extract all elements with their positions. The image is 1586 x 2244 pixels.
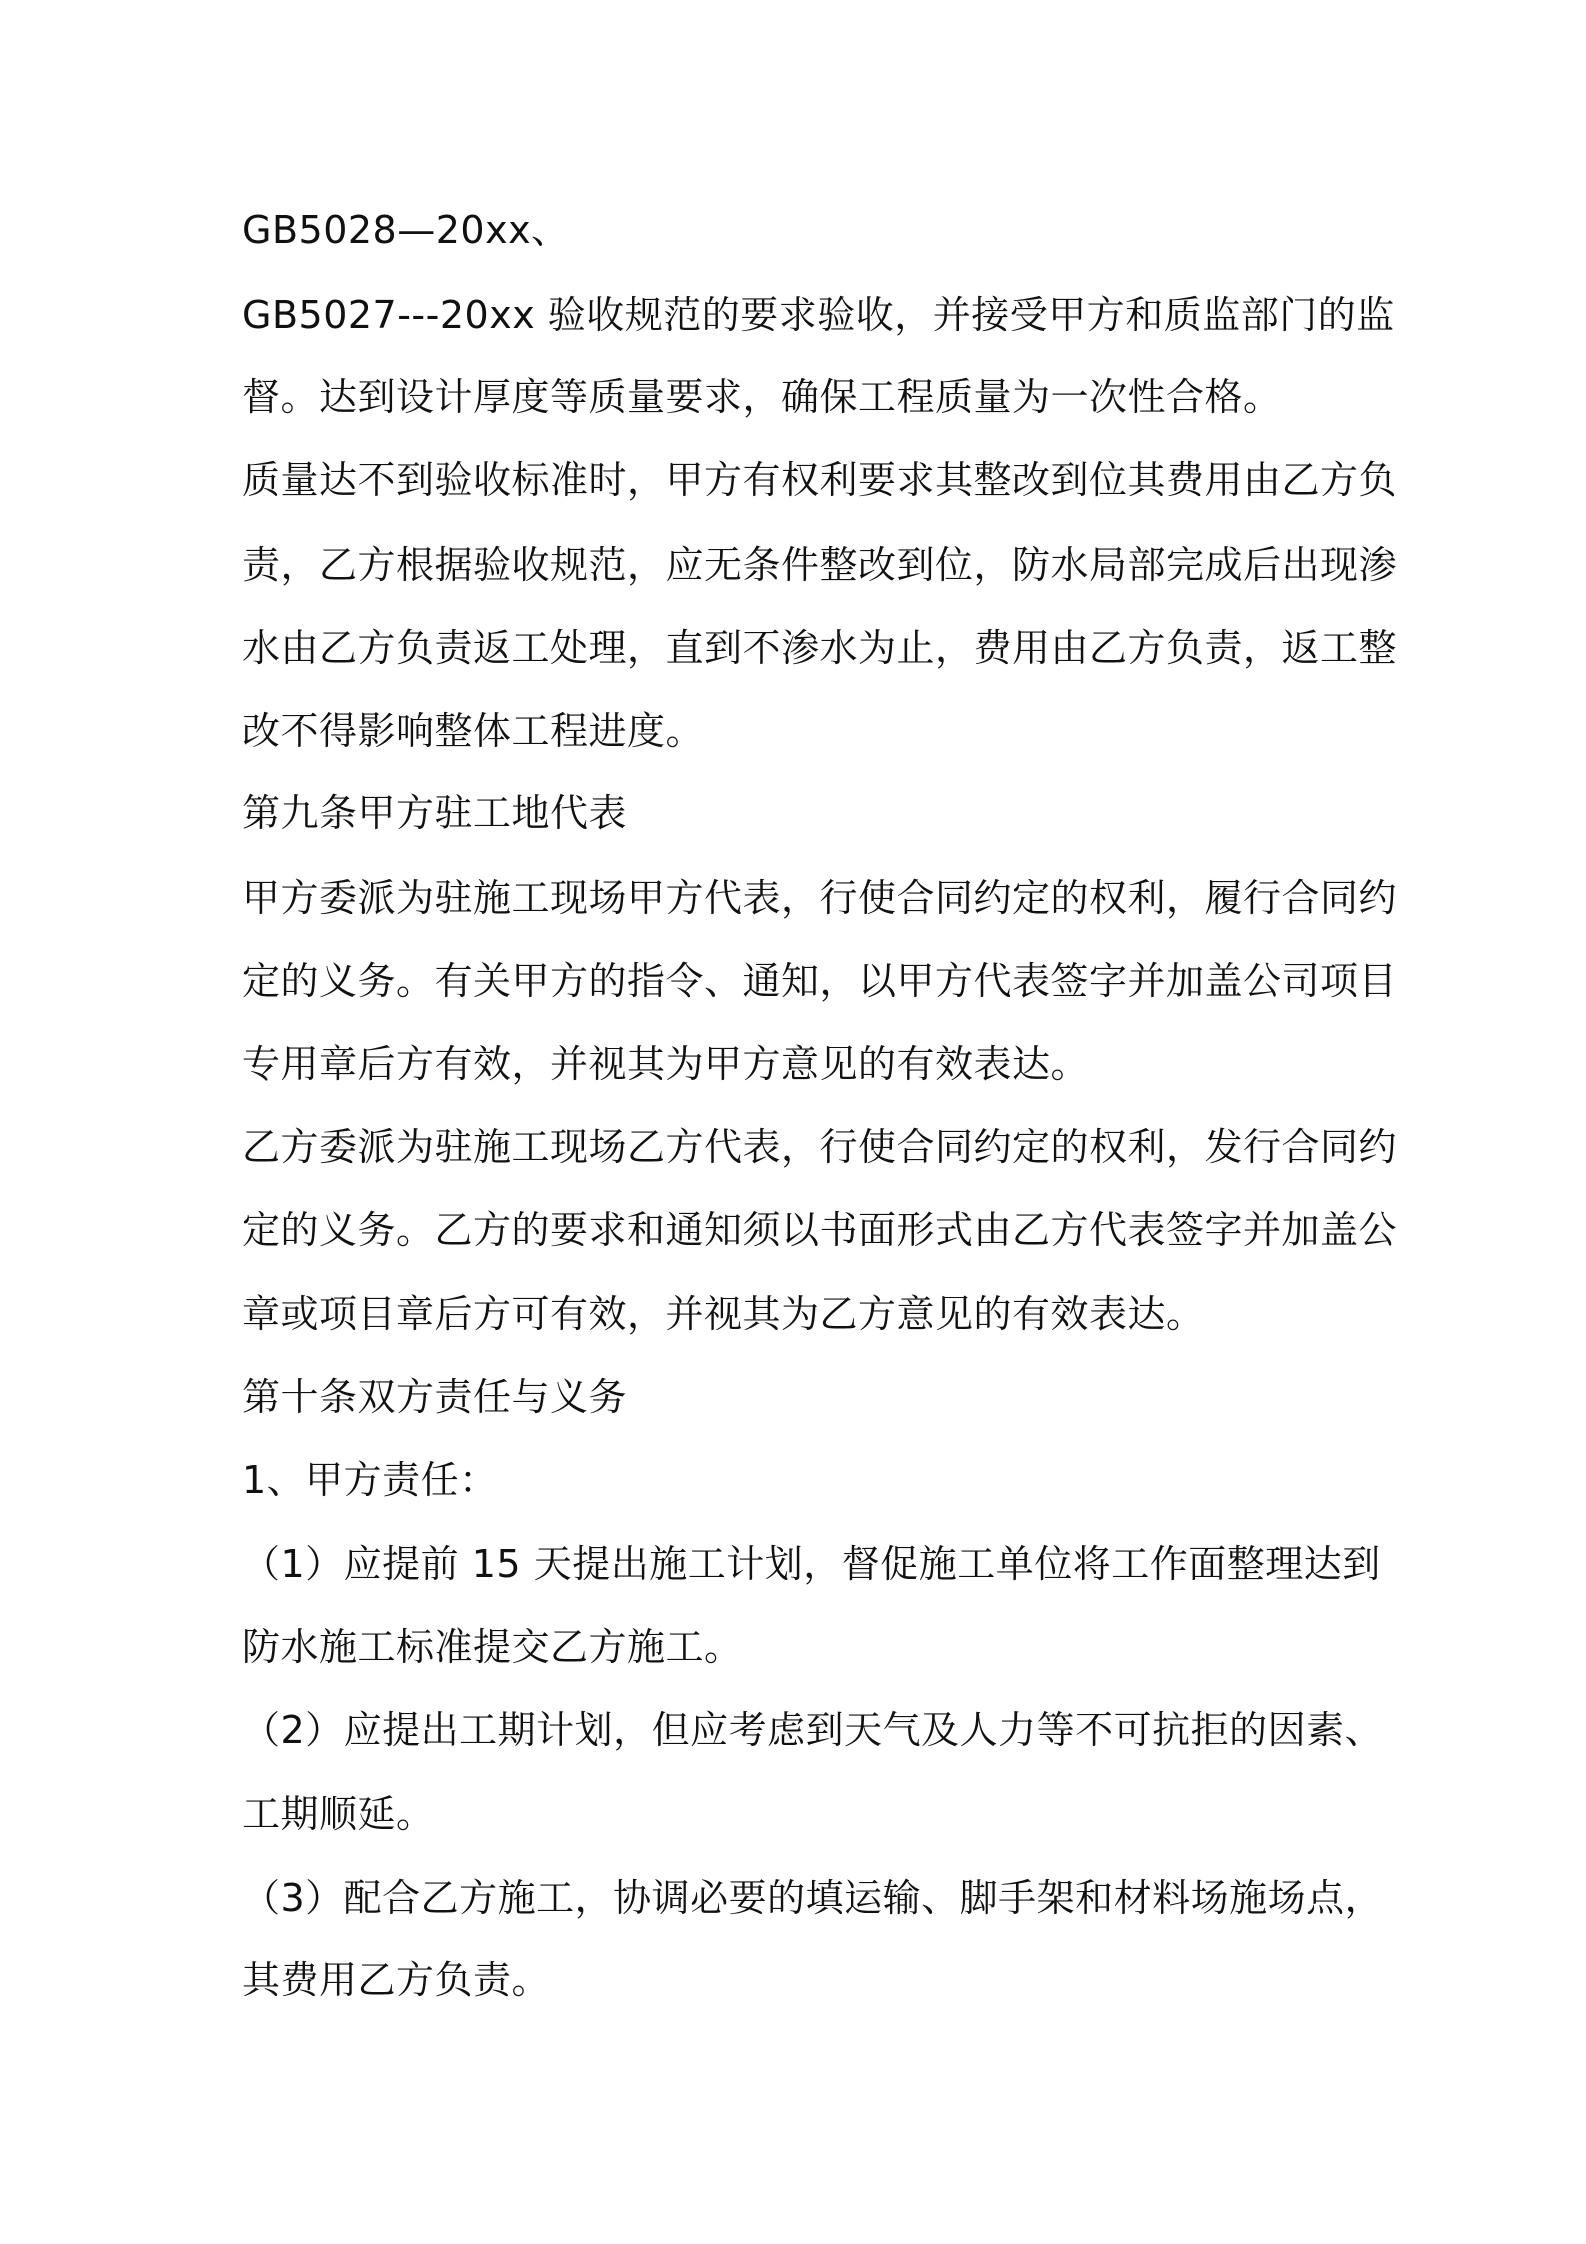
text-line: 工期顺延。 — [242, 1792, 435, 1836]
text-line: 甲方委派为驻施工现场甲方代表，行使合同约定的权利，履行合同约 — [242, 876, 1398, 920]
text-line: 定的义务。乙方的要求和通知须以书面形式由乙方代表签字并加盖公 — [242, 1208, 1398, 1252]
section-heading: 第十条双方责任与义务 — [242, 1375, 628, 1419]
list-item: （1）应提前 15 天提出施工计划，督促施工单位将工作面整理达到 — [242, 1542, 1381, 1586]
list-item: （3）配合乙方施工，协调必要的填运输、脚手架和材料场施场点， — [242, 1876, 1384, 1920]
text-line: 责，乙方根据验收规范，应无条件整改到位，防水局部完成后出现渗 — [242, 543, 1398, 587]
text-line: 督。达到设计厚度等质量要求，确保工程质量为一次性合格。 — [242, 375, 1282, 419]
text-line: 章或项目章后方可有效，并视其为乙方意见的有效表达。 — [242, 1292, 1205, 1336]
text-line: 水由乙方负责返工处理，直到不渗水为止，费用由乙方负责，返工整 — [242, 626, 1398, 670]
text-line: 乙方委派为驻施工现场乙方代表，行使合同约定的权利，发行合同约 — [242, 1125, 1398, 1169]
list-item: （2）应提出工期计划，但应考虑到天气及人力等不可抗拒的因素、 — [242, 1708, 1384, 1752]
section-heading: 第九条甲方驻工地代表 — [242, 791, 628, 835]
text-line: 质量达不到验收标准时，甲方有权利要求其整改到位其费用由乙方负 — [242, 458, 1398, 502]
list-heading: 1、甲方责任： — [242, 1458, 498, 1502]
text-line: 定的义务。有关甲方的指令、通知，以甲方代表签字并加盖公司项目 — [242, 959, 1398, 1003]
text-line: GB5028—20xx、 — [242, 208, 570, 252]
text-line: GB5027---20xx 验收规范的要求验收，并接受甲方和质监部门的监 — [242, 293, 1395, 337]
text-line: 改不得影响整体工程进度。 — [242, 709, 705, 753]
text-line: 专用章后方有效，并视其为甲方意见的有效表达。 — [242, 1042, 1090, 1086]
text-line: 其费用乙方负责。 — [242, 1958, 551, 2002]
text-line: 防水施工标准提交乙方施工。 — [242, 1625, 743, 1669]
